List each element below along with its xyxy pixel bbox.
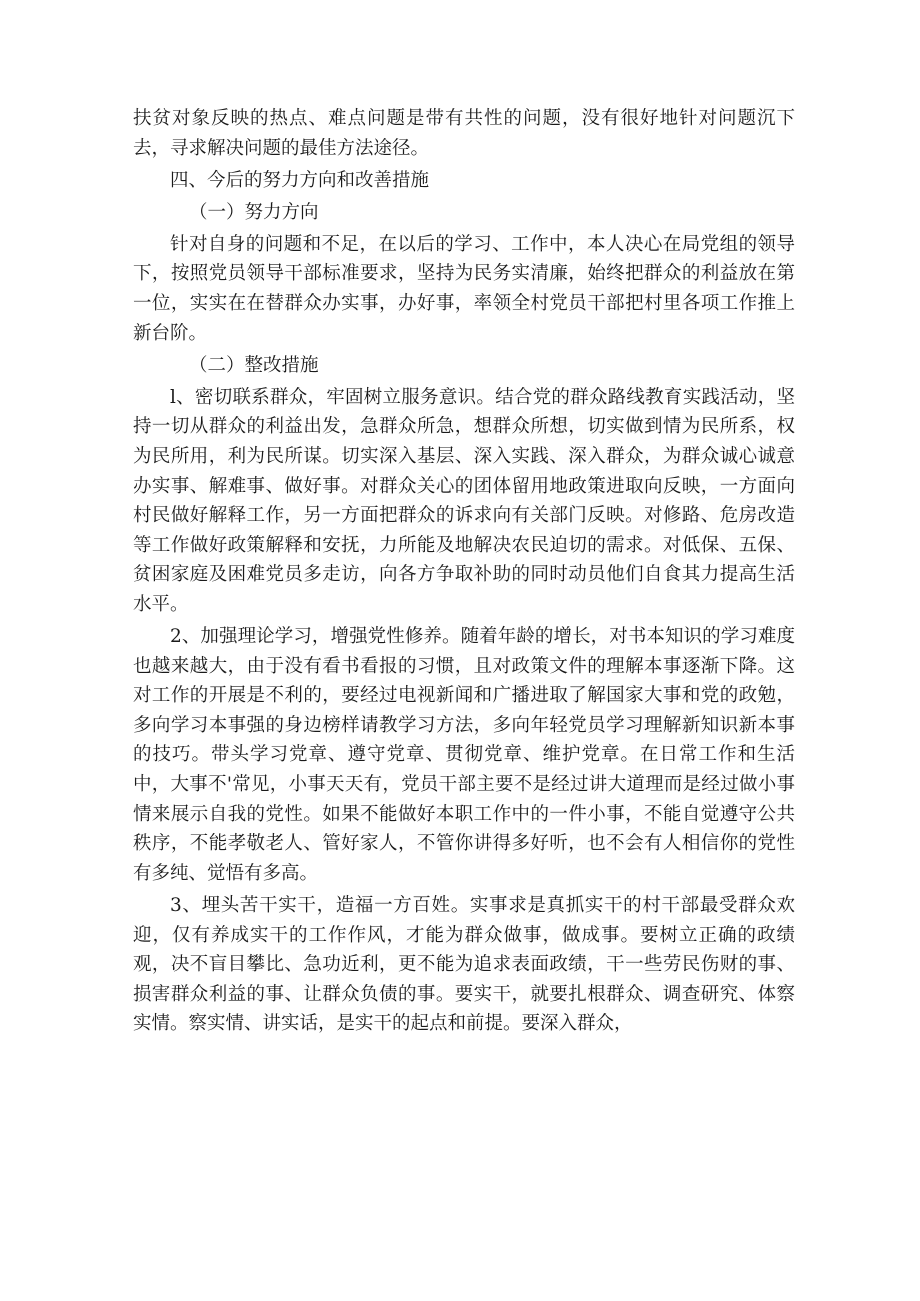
paragraph-direction: 针对自身的问题和不足，在以后的学习、工作中，本人决心在局党组的领导下，按照党员领导干部标准要求，坚持为民务实清廉，始终把群众的利益放在第一位，实实在在替群众办实事，办好事，率领全村党员干部把村里各项工作推上新台阶。	[133, 233, 795, 344]
section-heading: 四、今后的努力方向和改善措施	[170, 169, 430, 191]
paragraph-measure-2: 2、加强理论学习，增强党性修养。随着年龄的增长，对书本知识的学习难度也越来越大，由于没有看书看报的习惯，且对政策文件的理解本事逐渐下降。这对工作的开展是不利的，要经过电视新闻和广播进取了解国家大事和党的政勉，多向学习本事强的身边榜样请教学习方法，多向年轻党员学习理解新知识新本事的技巧。带头学习党章、遵守党章、贯彻党章、维护党章。在日常工作和生活中，大事不'常见，小事天天有，党员干部主要不是经过讲大道理而是经过做小事情来展示自我的党性。如果不能做好本职工作中的一件小事，不能自觉遵守公共秩序，不能孝敬老人、管好家人，不管你讲得多好听，也不会有人相信你的党性有多纯、觉悟有多高。	[133, 626, 795, 884]
paragraph-measure-1: l、密切联系群众，牢固树立服务意识。结合党的群众路线教育实践活动，坚持一切从群众的利益出发，急群众所急，想群众所想，切实做到情为民所系，权为民所用，利为民所谋。切实深入基层、深入实践、深入群众，为群众诚心诚意办实事、解难事、做好事。对群众关心的团体留用地政策进取向反映，一方面向村民做好解释工作，另一方面把群众的诉求向有关部门反映。对修路、危房改造等工作做好政策解释和安抚，力所能及地解决农民迫切的需求。对低保、五保、贫困家庭及困难党员多走访，向各方争取补助的同时动员他们自食其力提高生活水平。	[133, 386, 795, 615]
document-body	[133, 104, 795, 1041]
paragraph-continuation: 扶贫对象反映的热点、难点问题是带有共性的问题，没有很好地针对问题沉下去，寻求解决问题的最佳方法途径。	[133, 108, 795, 159]
subsection-heading-direction: （一）努力方向	[189, 201, 319, 223]
paragraph-measure-3: 3、埋头苦干实干，造福一方百姓。实事求是真抓实干的村干部最受群众欢迎，仅有养成实干的工作作风，才能为群众做事，做成事。要树立正确的政绩观，决不盲目攀比、急功近利，更不能为追求表面政绩，干一些劳民伤财的事、损害群众利益的事、让群众负债的事。要实干，就要扎根群众、调查研究、体察实情。察实情、讲实话，是实干的起点和前提。要深入群众，	[133, 894, 795, 1035]
subsection-heading-measures: （二）整改措施	[189, 354, 319, 376]
